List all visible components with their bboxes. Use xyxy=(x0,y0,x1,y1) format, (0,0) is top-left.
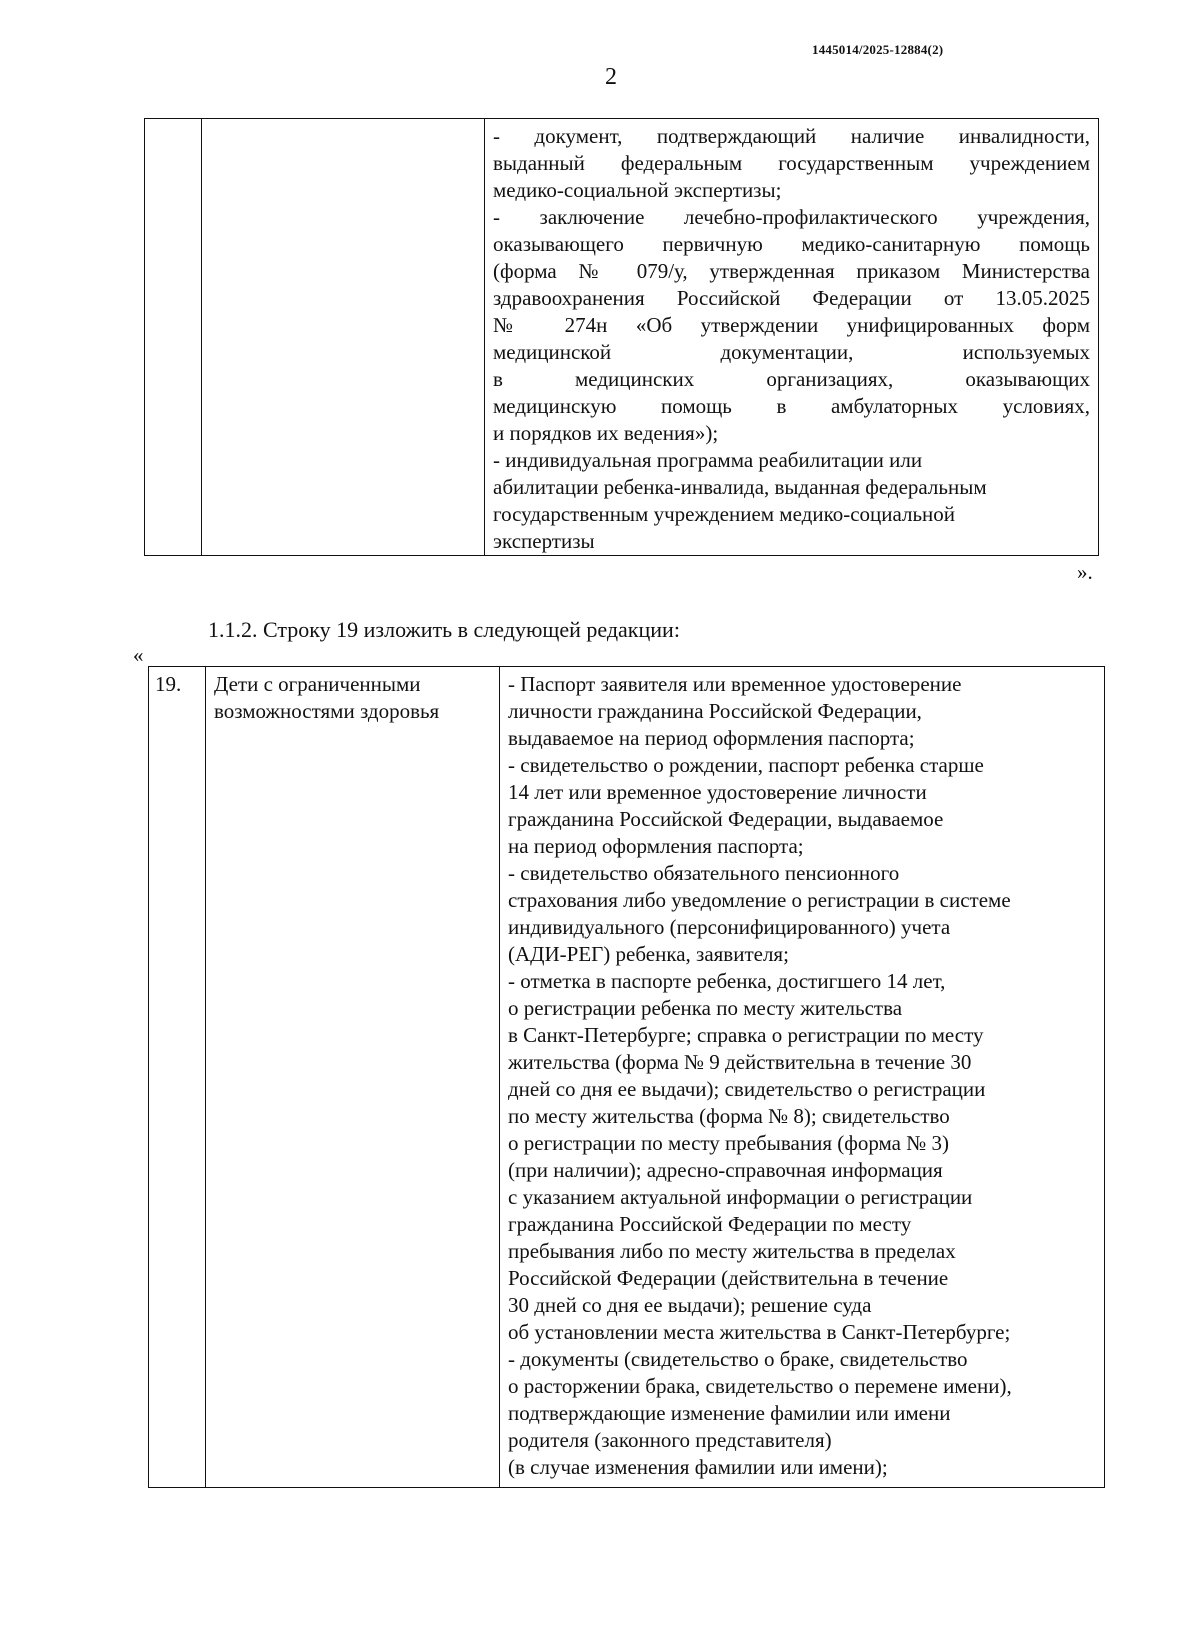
document-line: 14 лет или временное удостоверение личности xyxy=(508,780,927,804)
document-line: (в случае изменения фамилии или имени); xyxy=(508,1455,888,1479)
document-line: - документ, подтверждающий наличие инвалидности, xyxy=(493,124,1090,148)
document-line: - индивидуальная программа реабилитации или xyxy=(493,448,923,472)
document-line: на период оформления паспорта; xyxy=(508,834,804,858)
documents-cell xyxy=(500,667,1105,1488)
document-line: по месту жительства (форма № 8); свидетельство xyxy=(508,1104,950,1128)
document-line: абилитации ребенка-инвалида, выданная федеральным xyxy=(493,475,987,499)
number-cell xyxy=(145,119,202,556)
document-line: жительства (форма № 9 действительна в течение 30 xyxy=(508,1050,972,1074)
document-line: - документы (свидетельство о браке, свидетельство xyxy=(508,1347,968,1371)
document-line: здравоохранения Российской Федерации от 13.05.2025 xyxy=(493,286,1090,310)
document-line: с указанием актуальной информации о регистрации xyxy=(508,1185,973,1209)
document-line: индивидуального (персонифицированного) учета xyxy=(508,915,951,939)
document-registration-number: 1445014/2025-12884(2) xyxy=(812,42,944,57)
closing-quote: ». xyxy=(1077,560,1093,584)
row-number: 19. xyxy=(155,672,182,696)
document-line: (АДИ-РЕГ) ребенка, заявителя; xyxy=(508,942,789,966)
document-line: оказывающего первичную медико-санитарную помощь xyxy=(493,232,1090,256)
document-line: пребывания либо по месту жительства в пределах xyxy=(508,1239,956,1263)
document-line: личности гражданина Российской Федерации, xyxy=(508,699,922,723)
document-line: (форма № 079/у, утвержденная приказом Министерства xyxy=(493,259,1090,283)
number-cell xyxy=(149,667,206,1488)
documents-cell xyxy=(485,119,1099,556)
document-line: в Санкт-Петербурге; справка о регистрации по месту xyxy=(508,1023,984,1047)
document-line: выдаваемое на период оформления паспорта; xyxy=(508,726,915,750)
document-line: гражданина Российской Федерации, выдаваемое xyxy=(508,807,944,831)
document-line: государственным учреждением медико-социальной xyxy=(493,502,956,526)
document-line: - свидетельство о рождении, паспорт ребенка старше xyxy=(508,753,984,777)
category-cell xyxy=(202,119,485,556)
document-line: медицинскую помощь в амбулаторных условиях, xyxy=(493,394,1090,418)
page-number: 2 xyxy=(605,64,617,90)
table-row-19 xyxy=(148,666,1105,1488)
document-line: (при наличии); адресно-справочная информация xyxy=(508,1158,943,1182)
document-line: - Паспорт заявителя или временное удостоверение xyxy=(508,672,962,696)
document-line: родителя (законного представителя) xyxy=(508,1428,832,1452)
document-line: гражданина Российской Федерации по месту xyxy=(508,1212,912,1236)
category-cell xyxy=(206,667,500,1488)
document-line: выданный федеральным государственным учреждением xyxy=(493,151,1090,175)
document-line: медико-социальной экспертизы; xyxy=(493,178,782,202)
document-line: об установлении места жительства в Санкт-Петербурге; xyxy=(508,1320,1011,1344)
table-row xyxy=(145,119,1099,556)
document-line: - отметка в паспорте ребенка, достигшего 14 лет, xyxy=(508,969,946,993)
amendment-paragraph: 1.1.2. Строку 19 изложить в следующей редакции: xyxy=(208,617,680,642)
document-line: в медицинских организациях, оказывающих xyxy=(493,367,1090,391)
table-row xyxy=(149,667,1105,1488)
document-line: - заключение лечебно-профилактического учреждения, xyxy=(493,205,1090,229)
document-line: экспертизы xyxy=(493,529,595,553)
document-line: о регистрации по месту пребывания (форма № 3) xyxy=(508,1131,950,1155)
document-line: подтверждающие изменение фамилии или имени xyxy=(508,1401,951,1425)
document-line: и порядков их ведения»); xyxy=(493,421,719,445)
opening-quote: « xyxy=(133,643,144,667)
document-line: о регистрации ребенка по месту жительства xyxy=(508,996,903,1020)
document-line: - свидетельство обязательного пенсионного xyxy=(508,861,900,885)
category-line: Дети с ограниченными xyxy=(214,672,421,696)
table-continuation xyxy=(144,118,1099,556)
document-line: дней со дня ее выдачи); свидетельство о регистрации xyxy=(508,1077,986,1101)
document-line: Российской Федерации (действительна в течение xyxy=(508,1266,949,1290)
document-line: № 274н «Об утверждении унифицированных форм xyxy=(493,313,1090,337)
document-line: о расторжении брака, свидетельство о перемене имени), xyxy=(508,1374,1012,1398)
category-line: возможностями здоровья xyxy=(214,699,440,723)
document-line: 30 дней со дня ее выдачи); решение суда xyxy=(508,1293,872,1317)
document-line: страхования либо уведомление о регистрации в системе xyxy=(508,888,1011,912)
document-line: медицинской документации, используемых xyxy=(493,340,1090,364)
